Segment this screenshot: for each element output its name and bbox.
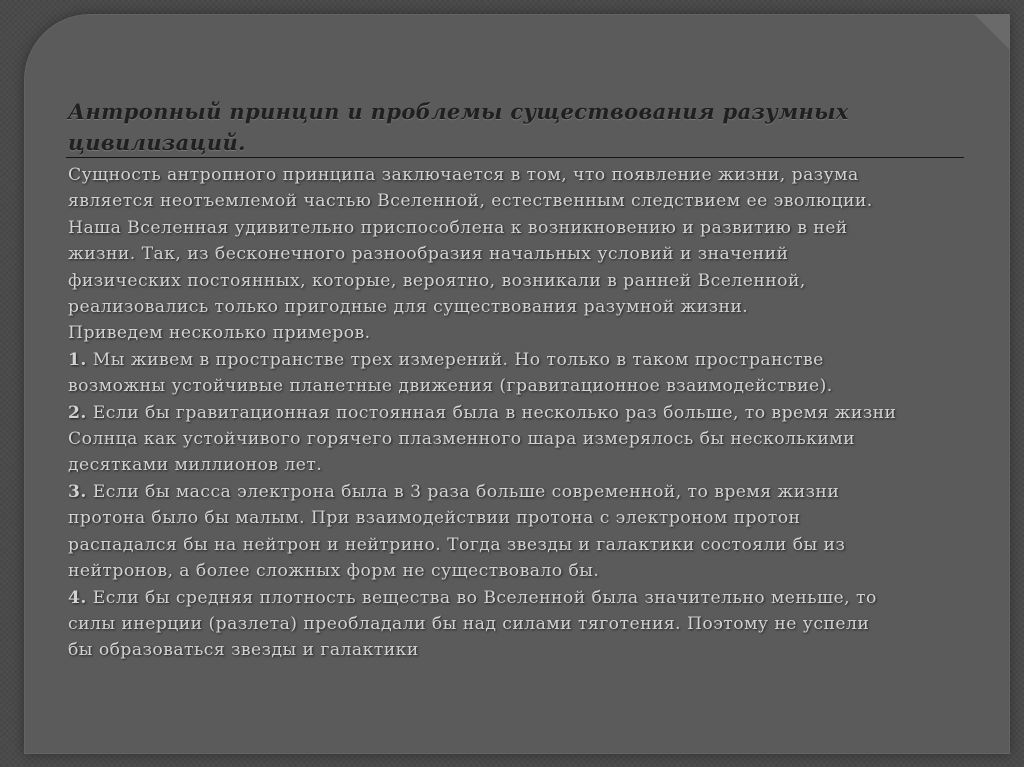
intro-line: жизни. Так, из бесконечного разнообразия начальных условий и значений — [68, 244, 789, 265]
intro-line: Приведем несколько примеров. — [68, 323, 371, 344]
example-2-line — [68, 400, 968, 426]
example-1-line — [68, 347, 968, 373]
example-1-line: возможны устойчивые планетные движения (гравитационное взаимодействие). — [68, 376, 833, 397]
example-2-text: Если бы гравитационная постоянная была в несколько раз больше, то время жизни — [86, 402, 897, 423]
example-2-line: десятками миллионов лет. — [68, 455, 323, 476]
slide-title-line-2: цивилизаций. — [68, 130, 246, 155]
slide-body — [68, 162, 968, 664]
example-4-number: 4. — [68, 587, 87, 608]
intro-line: реализовались только пригодные для существования разумной жизни. — [68, 297, 749, 318]
example-2-line: Солнца как устойчивого горячего плазменного шара измерялось бы несколькими — [68, 429, 855, 450]
example-4-line: силы инерции (разлета) преобладали бы над силами тяготения. Поэтому не успели — [68, 613, 870, 634]
example-3-number: 3. — [68, 481, 87, 502]
intro-line: является неотъемлемой частью Вселенной, естественным следствием ее эволюции. — [68, 191, 873, 212]
example-3-line: нейтронов, а более сложных форм не существовало бы. — [68, 561, 600, 582]
intro-line: Сущность антропного принципа заключается в том, что появление жизни, разума — [68, 165, 859, 185]
example-1-number: 1. — [68, 349, 87, 370]
example-1-text: Мы живем в пространстве трех измерений. Но только в таком пространстве — [86, 349, 824, 370]
title-underline — [66, 157, 964, 158]
example-2-number: 2. — [68, 402, 87, 423]
intro-line: физических постоянных, которые, вероятно, возникали в ранней Вселенной, — [68, 270, 806, 291]
corner-accent — [974, 14, 1010, 50]
example-4-text: Если бы средняя плотность вещества во Вселенной была значительно меньше, то — [86, 587, 877, 608]
slide-title-line-1: Антропный принцип и проблемы существования разумных — [68, 99, 849, 124]
slide-title — [68, 96, 968, 158]
example-4-line: бы образоваться звезды и галактики — [68, 640, 419, 661]
example-3-text: Если бы масса электрона была в 3 раза больше современной, то время жизни — [86, 481, 840, 502]
example-3-line: распадался бы на нейтрон и нейтрино. Тогда звезды и галактики состояли бы из — [68, 534, 846, 555]
intro-line: Наша Вселенная удивительно приспособлена к возникновению и развитию в ней — [68, 217, 848, 238]
example-3-line — [68, 479, 968, 505]
example-4-line — [68, 585, 968, 611]
example-3-line: протона было бы малым. При взаимодействии протона с электроном протон — [68, 508, 801, 529]
